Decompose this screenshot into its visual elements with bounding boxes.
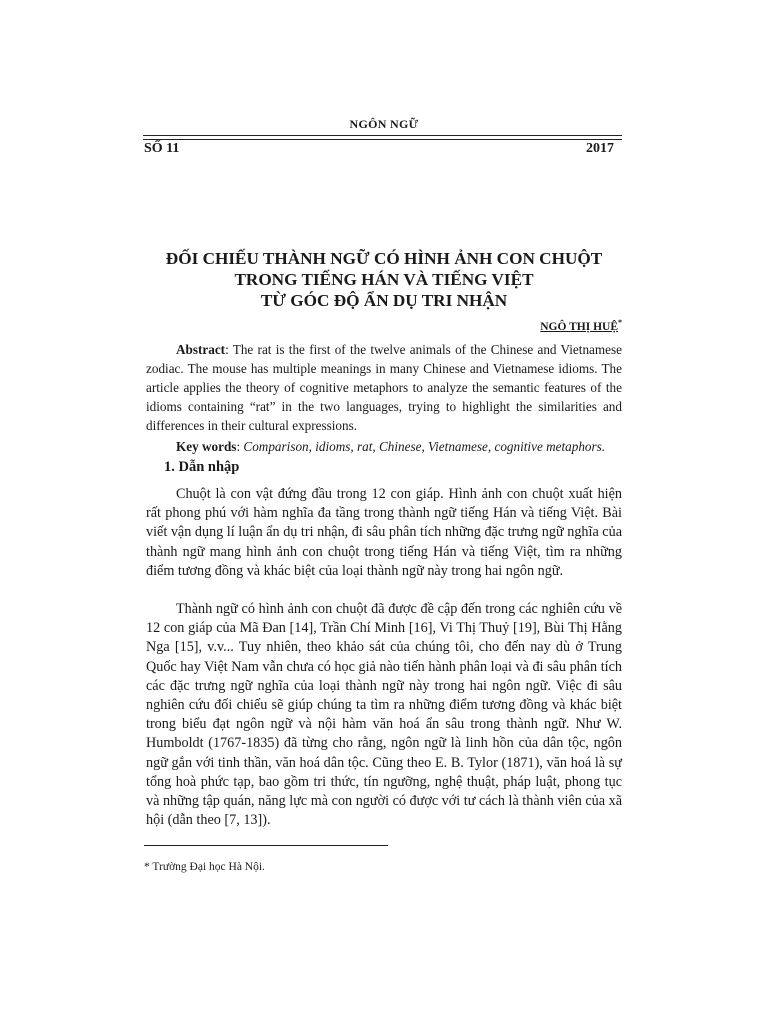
abstract-text: : The rat is the first of the twelve animals of the Chinese and Vietnamese zodiac. The mouse has multiple meanings in many Chinese and Vietnamese idioms. The article applies the theory of cognitive metaphors to analyze the semantic features of the idioms containing “rat” in the two languages, trying to highlight the similarities and differences in their cultural expressions. bbox=[146, 342, 622, 433]
article-title bbox=[146, 248, 622, 311]
title-line-2: TRONG TIẾNG HÁN VÀ TIẾNG VIỆT bbox=[234, 270, 534, 289]
abstract bbox=[146, 340, 622, 435]
author bbox=[540, 318, 622, 333]
paper-page bbox=[146, 0, 622, 1024]
issue-number: SỐ 11 bbox=[144, 141, 180, 156]
title-line-1: ĐỐI CHIẾU THÀNH NGỮ CÓ HÌNH ẢNH CON CHUỘT bbox=[165, 249, 603, 268]
issue-year: 2017 bbox=[586, 141, 614, 156]
author-footnote-mark: * bbox=[618, 318, 622, 327]
title-line-3: TỪ GÓC ĐỘ ẨN DỤ TRI NHẬN bbox=[260, 291, 508, 310]
abstract-label: Abstract bbox=[176, 342, 226, 357]
section-heading: 1. Dẫn nhập bbox=[164, 459, 240, 475]
keywords bbox=[146, 437, 622, 456]
author-name: NGÔ THỊ HUỆ bbox=[540, 320, 618, 333]
journal-name: NGÔN NGỮ bbox=[349, 117, 419, 131]
footnote-rule bbox=[144, 845, 388, 846]
paragraph: Chuột là con vật đứng đầu trong 12 con giáp. Hình ảnh con chuột xuất hiện rất phong phú với hàm nghĩa đa tầng trong thành ngữ tiếng Hán và tiếng Việt. Bài viết vận dụng lí luận ẩn dụ tri nhận, đi sâu phân tích những đặc trưng ngữ nghĩa của thành ngữ mang hình ảnh con chuột trong tiếng Hán và tiếng Việt, tìm ra những điểm tương đồng và khác biệt của loại thành ngữ này trong hai ngôn ngữ. bbox=[146, 486, 622, 579]
paragraph: Thành ngữ có hình ảnh con chuột đã được đề cập đến trong các nghiên cứu về 12 con giáp của Mã Đan [14], Trần Chí Minh [16], Vi Thị Thuỷ [19], Bùi Thị Hằng Nga [15], v.v... Tuy nhiên, theo khảo sát của chúng tôi, cho đến nay dù ở Trung Quốc hay Việt Nam vẫn chưa có học giả nào tiến hành phân loại và đi sâu phân tích các đặc trưng ngữ nghĩa của loại thành ngữ này trong hai ngôn ngữ. Việc đi sâu nghiên cứu đối chiếu sẽ giúp chúng ta tìm ra những điểm tương đồng và khác biệt trong biểu đạt ngôn ngữ và nội hàm văn hoá ẩn sâu trong thành ngữ. Như W. Humboldt (1767-1835) đã từng cho rằng, ngôn ngữ là linh hồn của dân tộc, ngôn ngữ gắn với tinh thần, văn hoá dân tộc. Cũng theo E. B. Tylor (1871), văn hoá là sự tổng hoà phức tạp, bao gồm tri thức, tín ngưỡng, nghệ thuật, pháp luật, phong tục và những tập quán, năng lực mà con người có được với tư cách là thành viên của xã hội (dẫn theo [7, 13]). bbox=[146, 601, 622, 829]
footnote: * Trường Đại học Hà Nội. bbox=[144, 861, 265, 873]
keywords-text: Comparison, idioms, rat, Chinese, Vietnamese, cognitive metaphors. bbox=[243, 439, 606, 454]
header-rule-thin bbox=[143, 139, 622, 140]
keywords-separator: : bbox=[236, 439, 244, 454]
keywords-label: Key words bbox=[176, 439, 237, 454]
header-rule-thick bbox=[143, 135, 622, 136]
